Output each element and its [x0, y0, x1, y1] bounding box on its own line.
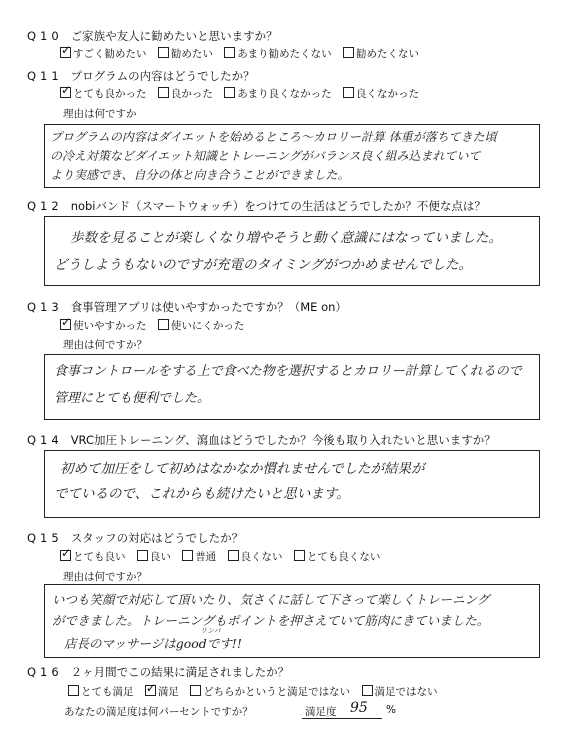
q10-question [27, 28, 278, 44]
q15-answer-line-1: いつも笑顔で対応して頂いたり、気さくに話して下さって楽しくトレーニング [52, 592, 490, 607]
q14-question [27, 432, 496, 448]
q11-option-1[interactable]: ✓とても良かった [60, 86, 147, 101]
q10-number: Q10 [27, 29, 63, 43]
q16-options [68, 684, 446, 699]
q16-number: Q16 [27, 665, 63, 679]
checkbox-checked[interactable] [60, 550, 71, 561]
q13-options [60, 318, 252, 333]
q11-question [27, 68, 255, 84]
q15-question [27, 530, 243, 546]
checkbox[interactable] [182, 550, 193, 561]
q16-option-2[interactable]: ✓ 満足 [145, 684, 179, 699]
checkbox[interactable] [228, 550, 239, 561]
q10-options [60, 46, 427, 61]
q13-text: 食事管理アプリは使いやすかったですか？（ME on） [70, 300, 347, 314]
checkbox[interactable] [224, 87, 235, 98]
q12-answer-line-2: どうしようもないのですが充電のタイミングがつかめませんでした。 [54, 257, 472, 273]
checkbox[interactable] [190, 685, 201, 696]
checkbox[interactable] [343, 87, 354, 98]
q11-text: プログラムの内容はどうでしたか？ [70, 69, 255, 83]
q13-option-2[interactable]: 使いにくかった [158, 318, 245, 333]
q14-answer-line-1: 初めて加圧をして初めはなかなか慣れませんでしたが結果が [60, 461, 425, 477]
q11-reason-label: 理由は何ですか [63, 108, 137, 120]
checkbox[interactable] [343, 47, 354, 58]
q15-option-4[interactable]: 良くない [228, 549, 283, 564]
checkbox-checked[interactable] [60, 47, 71, 58]
q16-option-1[interactable]: とても満足 [68, 684, 134, 699]
checkbox-checked[interactable] [145, 685, 156, 696]
q16-percent-question: あなたの満足度は何パーセントですか？ [64, 706, 253, 718]
q12-answer-line-1: 歩数を見ることが楽しくなり増やそうと動く意識にはなっていました。 [70, 230, 502, 246]
q16-option-4[interactable]: 満足ではない [362, 684, 438, 699]
q13-reason-label: 理由は何ですか？ [63, 339, 147, 351]
q12-question [27, 198, 486, 214]
checkbox-checked[interactable] [60, 87, 71, 98]
q11-option-2[interactable]: 良かった [158, 86, 213, 101]
satisfaction-value[interactable]: 95 [350, 700, 368, 716]
q14-text: VRC加圧トレーニング、瀉血はどうでしたか？今後も取り入れたいと思いますか？ [70, 433, 496, 447]
q13-question [27, 299, 347, 315]
q15-option-3[interactable]: 普通 [182, 549, 216, 564]
q11-answer-line-3: より実感でき、自分の体と向き合うことができました。 [50, 168, 350, 182]
q11-options [60, 86, 427, 101]
q10-text: ご家族や友人に勧めたいと思いますか？ [70, 29, 278, 43]
checkbox[interactable] [158, 319, 169, 330]
q13-answer-line-2: 管理にとても便利でした。 [54, 391, 211, 406]
q13-answer-line-1: 食事コントロールをする上で食べた物を選択するとカロリー計算してくれるので [54, 364, 522, 379]
q16-question [27, 664, 289, 680]
q12-number: Q12 [27, 199, 63, 213]
q15-small-note: リンパ [200, 627, 221, 635]
q15-answer-line-2: ができました。トレーニングもポイントを押さえていて筋肉にきていました。 [52, 613, 490, 628]
checkbox[interactable] [137, 550, 148, 561]
q16-text: ２ヶ月間でこの結果に満足されましたか？ [70, 665, 290, 679]
q10-option-4[interactable]: 勧めたくない [343, 46, 419, 61]
q11-option-4[interactable]: 良くなかった [343, 86, 419, 101]
q11-option-3[interactable]: あまり良くなかった [224, 86, 332, 101]
percent-unit: % [386, 704, 396, 716]
q15-number: Q15 [27, 531, 63, 545]
checkbox[interactable] [224, 47, 235, 58]
q13-option-1[interactable]: ✓使いやすかった [60, 318, 147, 333]
checkbox[interactable] [68, 685, 79, 696]
q12-text: nobiバンド（スマートウォッチ）をつけての生活はどうでしたか？不便な点は？ [70, 199, 486, 213]
q15-options [60, 549, 388, 564]
satisfaction-label: 満足度 [305, 706, 337, 718]
q16-option-3[interactable]: どちらかというと満足ではない [190, 684, 350, 699]
q15-option-5[interactable]: とても良くない [294, 549, 381, 564]
checkbox[interactable] [158, 87, 169, 98]
checkbox-checked[interactable] [60, 319, 71, 330]
checkbox[interactable] [294, 550, 305, 561]
q10-option-2[interactable]: 勧めたい [158, 46, 213, 61]
q11-answer-line-2: の冷え対策などダイエット知識とトレーニングがバランス良く組み込まれていて [50, 149, 481, 163]
q15-reason-label: 理由は何ですか？ [63, 571, 147, 583]
checkbox[interactable] [362, 685, 373, 696]
q14-answer-line-2: でているので、これからも続けたいと思います。 [54, 486, 350, 502]
checkbox[interactable] [158, 47, 169, 58]
q10-option-1[interactable]: ✓すごく勧めたい [60, 46, 147, 61]
q15-answer-line-3: 店長のマッサージはgoodです!! [64, 636, 242, 651]
satisfaction-underline [302, 718, 382, 719]
q15-text: スタッフの対応はどうでしたか？ [70, 531, 244, 545]
q14-number: Q14 [27, 433, 63, 447]
q15-option-1[interactable]: ✓とても良い [60, 549, 126, 564]
q11-answer-line-1: プログラムの内容はダイエットを始めるところ～カロリー計算 体重が落ちてきた頃 [50, 130, 497, 144]
q15-option-2[interactable]: 良い [137, 549, 171, 564]
q10-option-3[interactable]: あまり勧めたくない [224, 46, 332, 61]
q11-number: Q11 [27, 69, 63, 83]
q13-number: Q13 [27, 300, 63, 314]
